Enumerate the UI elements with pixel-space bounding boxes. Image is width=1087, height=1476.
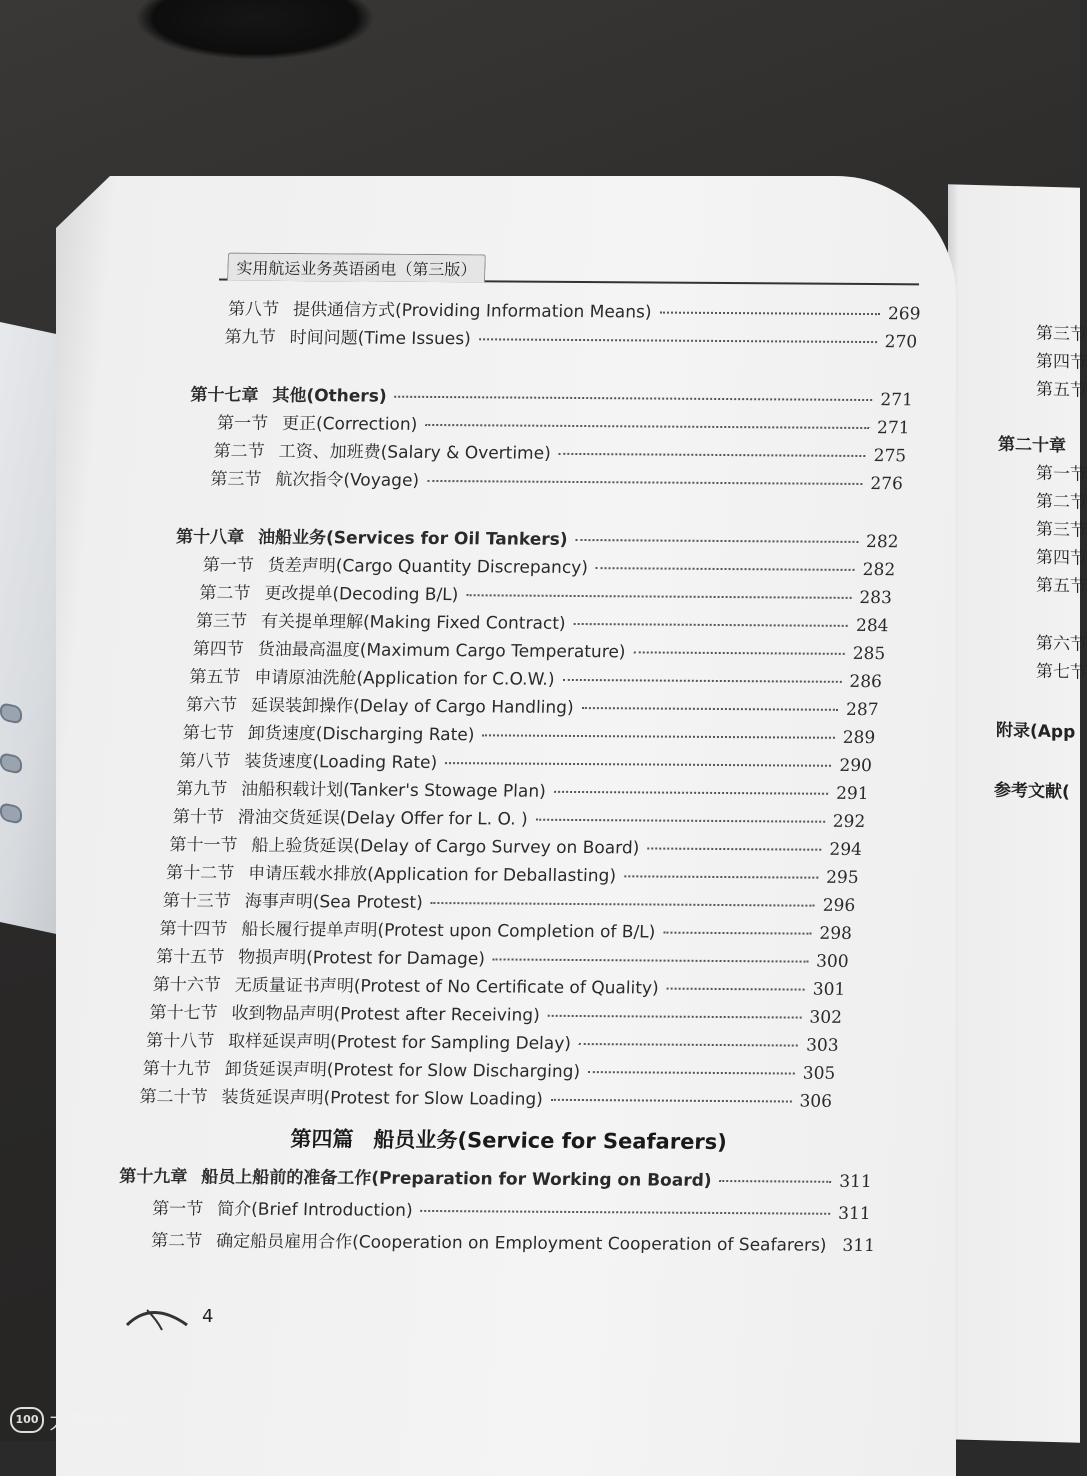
toc-entry-title: 更正(Correction) bbox=[282, 409, 418, 435]
toc-entry-page: 296 bbox=[822, 896, 853, 916]
toc-entry-label: 第十九章 bbox=[119, 1162, 188, 1187]
toc-chapter-entry bbox=[190, 380, 911, 410]
toc-section-entry bbox=[224, 323, 915, 353]
toc-entry-label: 第十三节 bbox=[162, 886, 231, 911]
toc-section-entry bbox=[151, 1226, 868, 1256]
toc-section-entry bbox=[166, 858, 857, 888]
toc-section-entry bbox=[146, 1026, 837, 1056]
dot-leader bbox=[427, 480, 862, 485]
dot-leader bbox=[421, 1210, 831, 1215]
toc-entry-page: 283 bbox=[859, 588, 890, 608]
toc-section-entry bbox=[186, 690, 877, 720]
toc-entry-title: 卸货速度(Discharging Rate) bbox=[247, 719, 474, 746]
toc-entry-label: 第十八章 bbox=[176, 522, 245, 547]
right-page-line: 第二十章 bbox=[998, 430, 1066, 457]
toc-entry-title: 延误装卸操作(Delay of Cargo Handling) bbox=[251, 691, 574, 718]
right-page-line: 第三节 bbox=[1036, 515, 1087, 541]
toc-section-entry bbox=[189, 662, 880, 692]
toc-entry-page: 270 bbox=[884, 332, 915, 352]
toc-section-entry bbox=[139, 1082, 830, 1112]
toc-content bbox=[113, 250, 940, 1365]
toc-entry-title: 其他(Others) bbox=[272, 381, 387, 407]
toc-section-entry bbox=[199, 578, 890, 608]
toc-entry-label: 第一节 bbox=[202, 550, 254, 575]
toc-entry-page: 291 bbox=[836, 784, 867, 804]
toc-entry-label: 第十七章 bbox=[190, 380, 259, 405]
toc-entry-label: 第八节 bbox=[228, 295, 280, 320]
toc-entry-page: 311 bbox=[839, 1172, 870, 1192]
publisher-swoosh-icon bbox=[122, 1295, 192, 1335]
right-page-line: 参考文献( bbox=[994, 775, 1070, 802]
right-page-line: 第五节 bbox=[1036, 571, 1087, 597]
dot-leader bbox=[576, 539, 859, 543]
toc-section-entry bbox=[152, 970, 843, 1000]
toc-entry-page: 292 bbox=[832, 812, 863, 832]
dot-leader bbox=[554, 791, 828, 795]
toc-entry-title: 船上验货延误(Delay of Cargo Survey on Board) bbox=[251, 831, 640, 859]
dot-leader bbox=[445, 762, 831, 767]
dot-leader bbox=[633, 651, 844, 654]
dot-leader bbox=[582, 707, 838, 711]
dot-leader bbox=[479, 338, 877, 343]
toc-section-entry bbox=[162, 886, 853, 916]
dot-leader bbox=[466, 594, 851, 599]
toc-entry-page: 269 bbox=[888, 304, 919, 324]
toc-entry-label: 第一节 bbox=[217, 408, 269, 433]
toc-entry-label: 第十四节 bbox=[159, 914, 228, 939]
toc-section-entry bbox=[159, 914, 850, 944]
toc-entry-title: 有关提单理解(Making Fixed Contract) bbox=[261, 607, 566, 634]
toc-entry-page: 305 bbox=[802, 1064, 833, 1084]
toc-entry-title: 更改提单(Decoding B/L) bbox=[264, 579, 459, 605]
toc-entry-title: 时间问题(Time Issues) bbox=[289, 323, 471, 349]
toc-entry-page: 300 bbox=[816, 952, 847, 972]
right-page-line: 第七节 bbox=[1036, 657, 1087, 683]
toc-section-entry bbox=[169, 830, 860, 860]
toc-entry-label: 第十五节 bbox=[156, 942, 225, 967]
dot-leader bbox=[431, 902, 815, 907]
toc-entry-title: 取样延误声明(Protest for Sampling Delay) bbox=[228, 1027, 572, 1054]
toc-entry-title: 收到物品声明(Protest after Receiving) bbox=[231, 999, 540, 1026]
dot-leader bbox=[596, 567, 855, 571]
right-page-line: 第一节 bbox=[1036, 459, 1087, 485]
dot-leader bbox=[659, 312, 880, 316]
toc-entry-page: 289 bbox=[842, 728, 873, 748]
right-facing-page bbox=[948, 184, 1080, 1442]
toc-entry-page: 275 bbox=[873, 446, 904, 466]
toc-entry-page: 311 bbox=[838, 1204, 869, 1224]
toc-entry-label: 第二节 bbox=[151, 1226, 203, 1251]
right-page-line: 第四节 bbox=[1036, 543, 1087, 569]
toc-section-entry bbox=[152, 1194, 869, 1224]
binder-ring-icon bbox=[0, 802, 22, 825]
toc-entry-page: 286 bbox=[849, 672, 880, 692]
toc-entry-label: 第七节 bbox=[182, 718, 234, 743]
toc-entry-label: 第六节 bbox=[186, 690, 238, 715]
toc-entry-page: 271 bbox=[877, 418, 908, 438]
dot-leader bbox=[395, 396, 873, 401]
toc-entry-label: 第三节 bbox=[196, 606, 248, 631]
watermark-text: 大数跨境 bbox=[50, 1405, 130, 1434]
toc-entry-page: 284 bbox=[856, 616, 887, 636]
toc-entry-page: 282 bbox=[866, 532, 897, 552]
toc-entry-title: 确定船员雇用合作(Cooperation on Employment Cooperation of Seafarers) bbox=[216, 1226, 827, 1255]
toc-entry-label: 第二节 bbox=[199, 578, 251, 603]
dot-leader bbox=[562, 679, 841, 683]
toc-entry-title: 油船业务(Services for Oil Tankers) bbox=[258, 523, 568, 550]
dot-leader bbox=[482, 734, 834, 738]
toc-entry-title: 货油最高温度(Maximum Cargo Temperature) bbox=[257, 635, 626, 663]
toc-entry-label: 第十八节 bbox=[146, 1026, 215, 1051]
toc-section-entry bbox=[210, 464, 901, 494]
toc-entry-title: 油船积载计划(Tanker's Stowage Plan) bbox=[241, 775, 546, 802]
page-number: 4 bbox=[202, 1306, 213, 1327]
toc-entry-title: 简介(Brief Introduction) bbox=[217, 1194, 413, 1220]
toc-entry-label: 第四节 bbox=[192, 634, 244, 659]
right-page-line: 第四节 bbox=[1036, 347, 1087, 373]
toc-entry-page: 287 bbox=[846, 700, 877, 720]
toc-entry-page: 311 bbox=[842, 1236, 873, 1256]
toc-section-entry bbox=[179, 746, 870, 776]
toc-section-entry bbox=[192, 634, 883, 664]
dot-leader bbox=[551, 1099, 792, 1103]
toc-section-entry bbox=[217, 408, 908, 438]
toc-entry-page: 303 bbox=[806, 1036, 837, 1056]
toc-entry-label: 第十六节 bbox=[152, 970, 221, 995]
toc-entry-page: 290 bbox=[839, 756, 870, 776]
toc-entry-label: 第五节 bbox=[189, 662, 241, 687]
part-title: 船员业务(Service for Seafarers) bbox=[373, 1128, 727, 1154]
dot-leader bbox=[559, 453, 866, 457]
toc-entry-label: 第十七节 bbox=[149, 998, 218, 1023]
toc-chapter-entry bbox=[176, 522, 897, 552]
toc-entry-title: 货差声明(Cargo Quantity Discrepancy) bbox=[267, 551, 588, 578]
toc-entry-label: 第二十节 bbox=[139, 1082, 208, 1107]
toc-entry-title: 海事声明(Sea Protest) bbox=[244, 887, 423, 913]
toc-chapter-entry bbox=[119, 1162, 870, 1192]
toc-section-entry bbox=[149, 998, 840, 1028]
toc-entry-page: 271 bbox=[880, 390, 911, 410]
toc-entry-label: 第十九节 bbox=[143, 1054, 212, 1079]
running-header bbox=[219, 250, 920, 285]
bead-bracelet bbox=[135, 0, 375, 60]
toc-entry-label: 第三节 bbox=[210, 464, 262, 489]
toc-entry-label: 第八节 bbox=[179, 746, 231, 771]
toc-entry-label: 第二节 bbox=[213, 436, 265, 461]
right-page-line: 第五节 bbox=[1036, 375, 1087, 401]
right-page-line: 第三节 bbox=[1036, 319, 1087, 345]
dot-leader bbox=[720, 1180, 832, 1183]
dot-leader bbox=[493, 958, 808, 962]
part-label: 第四篇 bbox=[290, 1127, 354, 1151]
toc-entry-title: 装货延误声明(Protest for Slow Loading) bbox=[221, 1083, 543, 1110]
toc-section-entry bbox=[182, 718, 873, 748]
toc-section-entry bbox=[213, 436, 904, 466]
toc-entry-page: 276 bbox=[870, 474, 901, 494]
toc-entry-page: 306 bbox=[799, 1092, 830, 1112]
part-heading bbox=[290, 1123, 727, 1156]
dot-leader bbox=[548, 1015, 802, 1019]
dot-leader bbox=[536, 819, 825, 823]
toc-section-entry bbox=[202, 550, 893, 580]
binder-ring-icon bbox=[0, 702, 22, 725]
toc-section-entry bbox=[172, 802, 863, 832]
dot-leader bbox=[588, 1071, 795, 1074]
toc-entry-title: 提供通信方式(Providing Information Means) bbox=[293, 295, 652, 322]
dot-leader bbox=[663, 932, 811, 935]
toc-entry-page: 295 bbox=[826, 868, 857, 888]
right-page-line: 第二节 bbox=[1036, 487, 1087, 513]
dot-leader bbox=[579, 1043, 798, 1047]
toc-section-entry bbox=[176, 774, 867, 804]
toc-entry-label: 第十一节 bbox=[169, 830, 238, 855]
toc-entry-title: 卸货延误声明(Protest for Slow Discharging) bbox=[225, 1055, 581, 1082]
toc-entry-title: 工资、加班费(Salary & Overtime) bbox=[278, 437, 551, 464]
toc-entry-label: 第九节 bbox=[176, 774, 228, 799]
toc-entry-title: 滑油交货延误(Delay Offer for L. O. ) bbox=[237, 803, 528, 830]
toc-entry-page: 294 bbox=[829, 840, 860, 860]
toc-section-entry bbox=[156, 942, 847, 972]
toc-entry-title: 航次指令(Voyage) bbox=[275, 465, 420, 491]
dot-leader bbox=[425, 424, 869, 429]
right-page-line: 附录(App bbox=[996, 716, 1075, 743]
dot-leader bbox=[667, 988, 805, 991]
toc-entry-label: 第九节 bbox=[224, 323, 276, 348]
toc-entry-title: 申请原油洗舱(Application for C.O.W.) bbox=[254, 663, 555, 690]
toc-section-entry bbox=[228, 295, 919, 325]
toc-entry-page: 282 bbox=[862, 560, 893, 580]
toc-entry-label: 第一节 bbox=[152, 1194, 204, 1219]
toc-entry-title: 装货速度(Loading Rate) bbox=[244, 747, 438, 773]
toc-entry-title: 船长履行提单声明(Protest upon Completion of B/L) bbox=[241, 915, 656, 943]
toc-entry-title: 申请压载水排放(Application for Deballasting) bbox=[248, 859, 617, 887]
toc-entry-label: 第十节 bbox=[172, 802, 224, 827]
toc-entry-page: 302 bbox=[809, 1008, 840, 1028]
toc-entry-page: 301 bbox=[812, 980, 843, 1000]
toc-entry-label: 第十二节 bbox=[166, 858, 235, 883]
dot-leader bbox=[624, 875, 818, 878]
binder-ring-icon bbox=[0, 752, 22, 775]
watermark bbox=[10, 1405, 130, 1434]
right-page-line: 第六节 bbox=[1036, 629, 1087, 655]
book-title: 实用航运业务英语函电（第三版） bbox=[227, 253, 486, 283]
toc-entry-title: 船员上船前的准备工作(Preparation for Working on Board) bbox=[201, 1162, 712, 1191]
watermark-logo-icon: 100 bbox=[10, 1407, 44, 1433]
toc-entry-title: 无质量证书声明(Protest of No Certificate of Quality) bbox=[234, 971, 659, 999]
toc-section-entry bbox=[143, 1054, 834, 1084]
dot-leader bbox=[574, 623, 849, 627]
toc-section-entry bbox=[196, 606, 887, 636]
toc-entry-page: 285 bbox=[852, 644, 883, 664]
toc-entry-title: 物损声明(Protest for Damage) bbox=[238, 943, 486, 970]
dot-leader bbox=[647, 847, 821, 850]
toc-entry-page: 298 bbox=[819, 924, 850, 944]
